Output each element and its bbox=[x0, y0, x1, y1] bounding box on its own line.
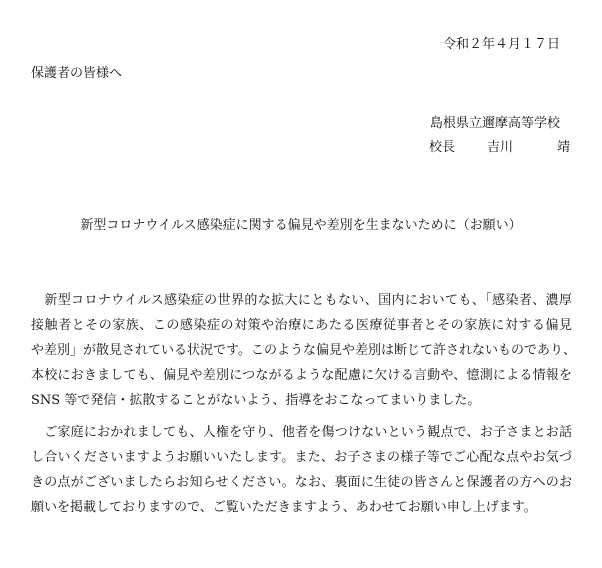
body-line: 接触者とその家族、この感染症の対策や治療にあたる医療従事者とその家族に対する偏見 bbox=[31, 318, 572, 333]
body-line: SNS 等で発信・拡散することがないよう、指導をおこなってまいりました。 bbox=[31, 393, 481, 408]
document-title: 新型コロナウイルス感染症に関する偏見や差別を生まないために（お願い） bbox=[80, 218, 522, 233]
school-name: 島根県立邇摩高等学校 bbox=[429, 116, 560, 131]
body-line: 本校におきましても、偏見や差別につながるような配慮に欠ける言動や、憶測による情報を bbox=[31, 368, 572, 383]
principal-given-name: 靖 bbox=[557, 140, 571, 155]
body-line: や差別」が散見されている状況です。このような偏見や差別は断じて許されないものであり、 bbox=[31, 343, 576, 358]
body-line: きの点がございましたらお知らせください。なお、裏面に生徒の皆さんと保護者の方へのお bbox=[31, 475, 572, 490]
body-line: ご家庭におかれましても、人権を守り、他者を傷つけないという観点で、お子さまとお話 bbox=[31, 425, 572, 440]
body-line: 願いを掲載しておりますので、ご覧いただきますよう、あわせてお願い申し上げます。 bbox=[31, 500, 537, 515]
body-line: 新型コロナウイルス感染症の世界的な拡大にともない、国内においても、「感染者、濃厚 bbox=[31, 293, 572, 308]
principal-title: 校長 bbox=[429, 140, 456, 155]
principal-signature bbox=[429, 140, 570, 156]
body-line: し合いくださいますようお願いいたします。また、お子さまの様子等でご心配な点やお気づ bbox=[31, 450, 572, 465]
document-date: 令和２年４月１７日 bbox=[442, 37, 560, 52]
addressee: 保護者の皆様へ bbox=[31, 66, 123, 81]
principal-family-name: 吉川 bbox=[487, 140, 514, 155]
